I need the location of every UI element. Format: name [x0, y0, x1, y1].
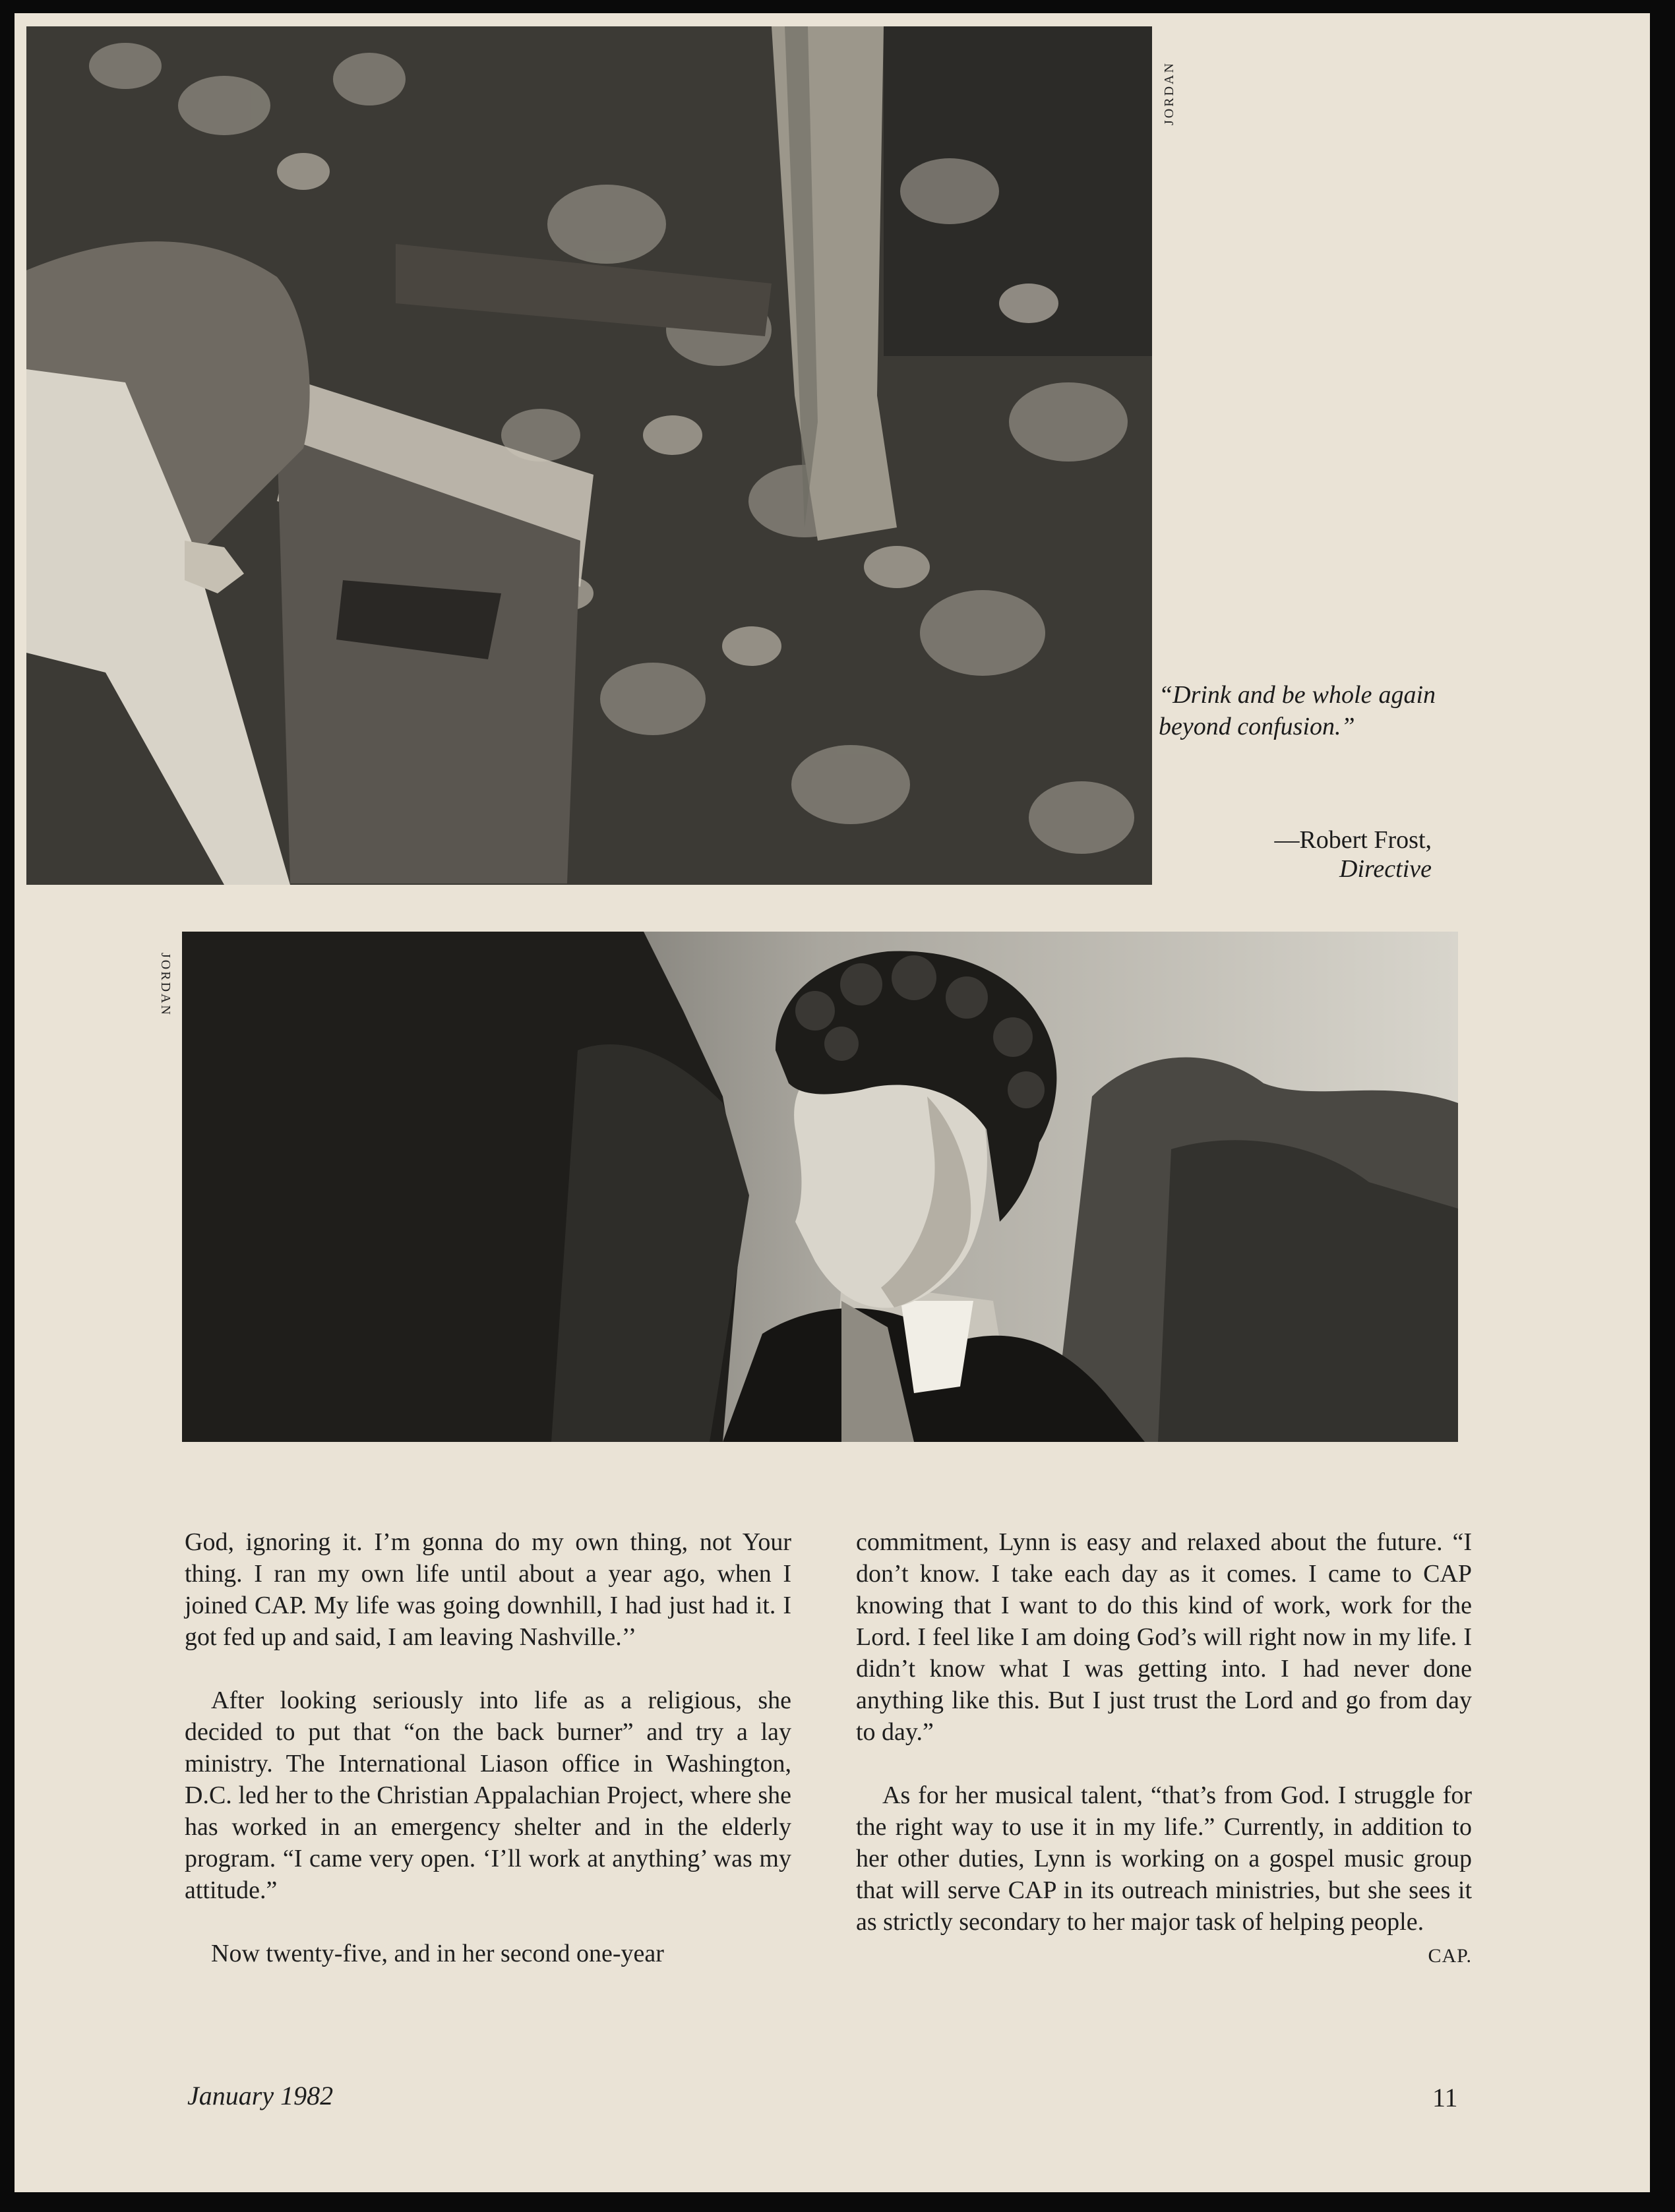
page-number: 11	[1432, 2083, 1458, 2112]
paragraph-5: As for her musical talent, “that’s from God. I struggle for the right way to use it in my life.” Currently, in addition to her other duties, Lynn is working on a gospel music group that will serve CAP in its outreach ministries, but she sees it as strictly secondary to her major task of helping people.	[856, 1781, 1472, 1936]
paragraph-1: God, ignoring it. I’m gonna do my own thing, not Your thing. I ran my own life until about a year ago, when I joined CAP. My life was going downhill, I had just had it. I got fed up and said, I am leaving Nashville.’’	[185, 1528, 791, 1651]
photo-credit-top: JORDAN	[1162, 61, 1176, 125]
article-column-right	[856, 1526, 1472, 1972]
quote-author: —Robert Frost,	[1274, 826, 1432, 854]
paragraph-4: commitment, Lynn is easy and relaxed about the future. “I don’t know. I take each day as it comes. I came to CAP knowing that I want to do this kind of work, work for the Lord. I feel like I am doing God’s will right now in my life. I didn’t know what I was getting into. I had never done anything like this. But I just trust the Lord and go from day to day.”	[856, 1528, 1472, 1746]
pull-quote	[1159, 679, 1436, 742]
photo-credit-portrait: JORDAN	[158, 953, 173, 1017]
article-column-left	[185, 1526, 791, 1969]
end-mark: CAP.	[1428, 1945, 1472, 1967]
issue-date: January 1982	[187, 2081, 334, 2110]
portrait-photo-image	[182, 932, 1458, 1442]
pull-quote-text: “Drink and be whole again beyond confusion.”	[1159, 681, 1436, 740]
portrait-photo	[182, 932, 1458, 1442]
spring-photo-image	[26, 26, 1152, 885]
paragraph-3: Now twenty-five, and in her second one-year	[211, 1940, 664, 1967]
paragraph-5-wrapper	[856, 1779, 1472, 1967]
spring-photo	[26, 26, 1152, 885]
paragraph-2: After looking seriously into life as a religious, she decided to put that “on the back burner” and try a lay ministry. The International Liason office in Washington, D.C. led her to the Christian Appalachian Project, where she has worked in an emergency shelter and in the elderly program. “I came very open. ‘I’ll work at anything’ was my attitude.”	[185, 1687, 791, 1904]
magazine-page	[15, 13, 1650, 2192]
quote-work-title: Directive	[1339, 855, 1432, 883]
quote-attribution	[1159, 825, 1432, 883]
